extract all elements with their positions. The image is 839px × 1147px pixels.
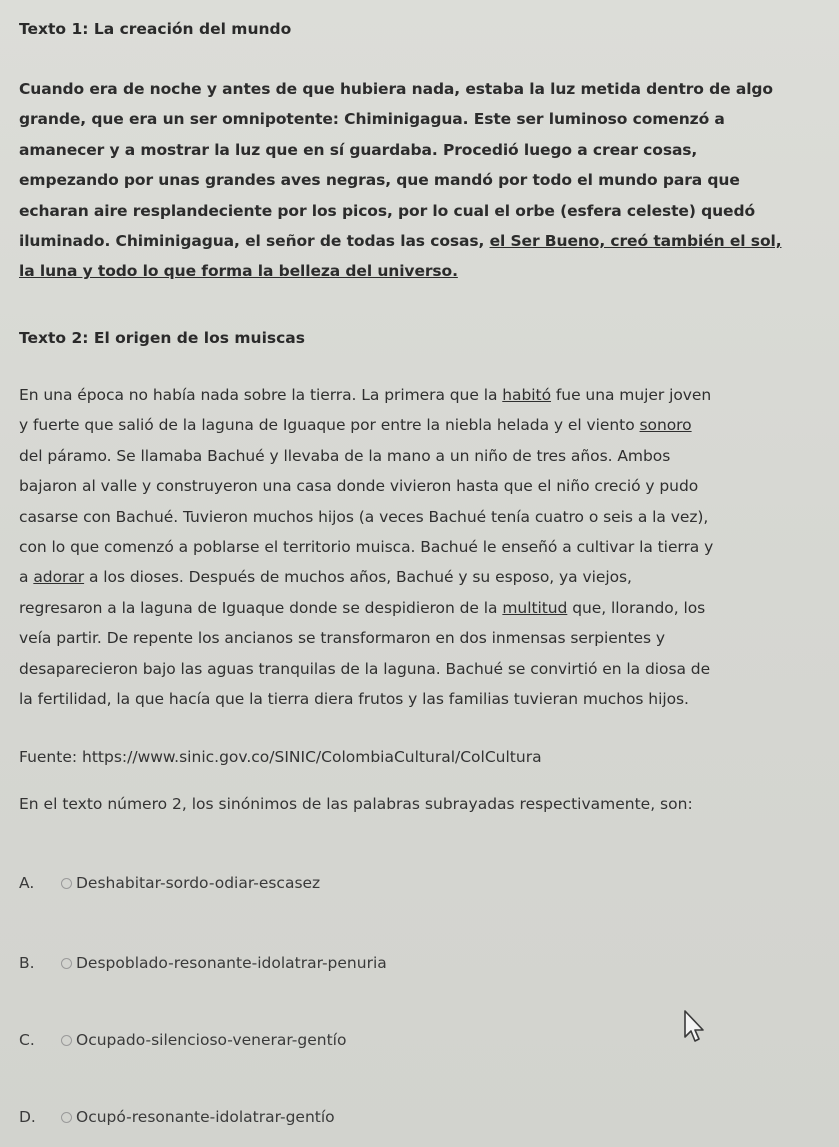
- paragraph-line: [19, 256, 819, 286]
- source-citation: Fuente: https://www.sinic.gov.co/SINIC/ColombiaCultural/ColCultura: [19, 748, 542, 766]
- option-letter: C.: [19, 1031, 35, 1049]
- paragraph-line: la fertilidad, la que hacía que la tierra diera frutos y las familias tuvieran muchos hijos.: [19, 690, 689, 709]
- paragraph-line: Cuando era de noche y antes de que hubiera nada, estaba la luz metida dentro de algo: [19, 80, 773, 98]
- paragraph-line: bajaron al valle y construyeron una casa donde vivieron hasta que el niño creció y pudo: [19, 477, 699, 496]
- paragraph-line: [19, 593, 834, 623]
- text-segment: que, llorando, los: [567, 598, 706, 617]
- text-segment: a: [19, 568, 34, 587]
- text-segment: a los dioses. Después de muchos años, Bachué y su esposo, ya viejos,: [84, 568, 632, 587]
- paragraph-line: casarse con Bachué. Tuvieron muchos hijos (a veces Bachué tenía cuatro o seis a la vez),: [19, 507, 709, 526]
- underlined-word-habito: habitó: [502, 386, 552, 404]
- radio-button[interactable]: [61, 1035, 72, 1046]
- option-letter: A.: [19, 874, 35, 892]
- option-letter: B.: [19, 954, 35, 972]
- paragraph-line: empezando por unas grandes aves negras, que mandó por todo el mundo para que: [19, 171, 740, 190]
- paragraph-line: amanecer y a mostrar la luz que en sí guardaba. Procedió luego a crear cosas,: [19, 140, 698, 159]
- paragraph-line: desaparecieron bajo las aguas tranquilas de la laguna. Bachué se convirtió en la diosa de: [19, 659, 711, 678]
- option-a[interactable]: [19, 874, 320, 892]
- texto1-title: Texto 1: La creación del mundo: [19, 20, 292, 38]
- text-segment: regresaron a la laguna de Iguaque donde se despidieron de la: [19, 598, 503, 617]
- text-segment: y fuerte que salió de la laguna de Iguaque por entre la niebla helada y el viento: [19, 416, 640, 435]
- option-b[interactable]: [19, 954, 387, 972]
- underlined-phrase: el Ser Bueno, creó también el sol,: [489, 232, 782, 251]
- option-letter: D.: [19, 1108, 36, 1126]
- option-text: Ocupado-silencioso-venerar-gentío: [76, 1031, 347, 1049]
- underlined-phrase: la luna y todo lo que forma la belleza del universo.: [19, 262, 458, 281]
- paragraph-line: grande, que era un ser omnipotente: Chiminigagua. Este ser luminoso comenzó a: [19, 110, 725, 129]
- texto2-paragraph: [19, 380, 834, 714]
- radio-button[interactable]: [61, 878, 72, 889]
- radio-button[interactable]: [61, 958, 72, 969]
- text-segment: En una época no había nada sobre la tierra. La primera que la: [19, 386, 503, 404]
- paragraph-line: echaran aire resplandeciente por los picos, por lo cual el orbe (esfera celeste) quedó: [19, 201, 756, 220]
- option-text: Ocupó-resonante-idolatrar-gentío: [76, 1108, 335, 1126]
- paragraph-line: [19, 562, 834, 592]
- option-text: Deshabitar-sordo-odiar-escasez: [76, 874, 321, 892]
- mouse-pointer-icon: [683, 1009, 709, 1045]
- paragraph-line: veía partir. De repente los ancianos se transformaron en dos inmensas serpientes y: [19, 629, 666, 648]
- paragraph-line: con lo que comenzó a poblarse el territorio muisca. Bachué le enseñó a cultivar la tierra y: [19, 538, 714, 557]
- paragraph-line: [19, 380, 834, 410]
- underlined-word-sonoro: sonoro: [639, 416, 692, 435]
- question-prompt: En el texto número 2, los sinónimos de las palabras subrayadas respectivamente, son:: [19, 795, 693, 813]
- paragraph-line: [19, 226, 819, 256]
- option-c[interactable]: [19, 1031, 346, 1049]
- paragraph-line: del páramo. Se llamaba Bachué y llevaba de la mano a un niño de tres años. Ambos: [19, 446, 671, 465]
- paragraph-line: [19, 410, 834, 440]
- option-text: Despoblado-resonante-idolatrar-penuria: [76, 954, 387, 972]
- option-d[interactable]: [19, 1108, 335, 1126]
- text-segment: fue una mujer joven: [551, 386, 712, 404]
- texto2-title: Texto 2: El origen de los muiscas: [19, 329, 305, 347]
- underlined-word-multitud: multitud: [502, 598, 568, 617]
- texto1-paragraph: [19, 74, 819, 287]
- radio-button[interactable]: [61, 1112, 72, 1123]
- underlined-word-adorar: adorar: [33, 568, 85, 587]
- text-segment: iluminado. Chiminigagua, el señor de todas las cosas,: [19, 232, 490, 251]
